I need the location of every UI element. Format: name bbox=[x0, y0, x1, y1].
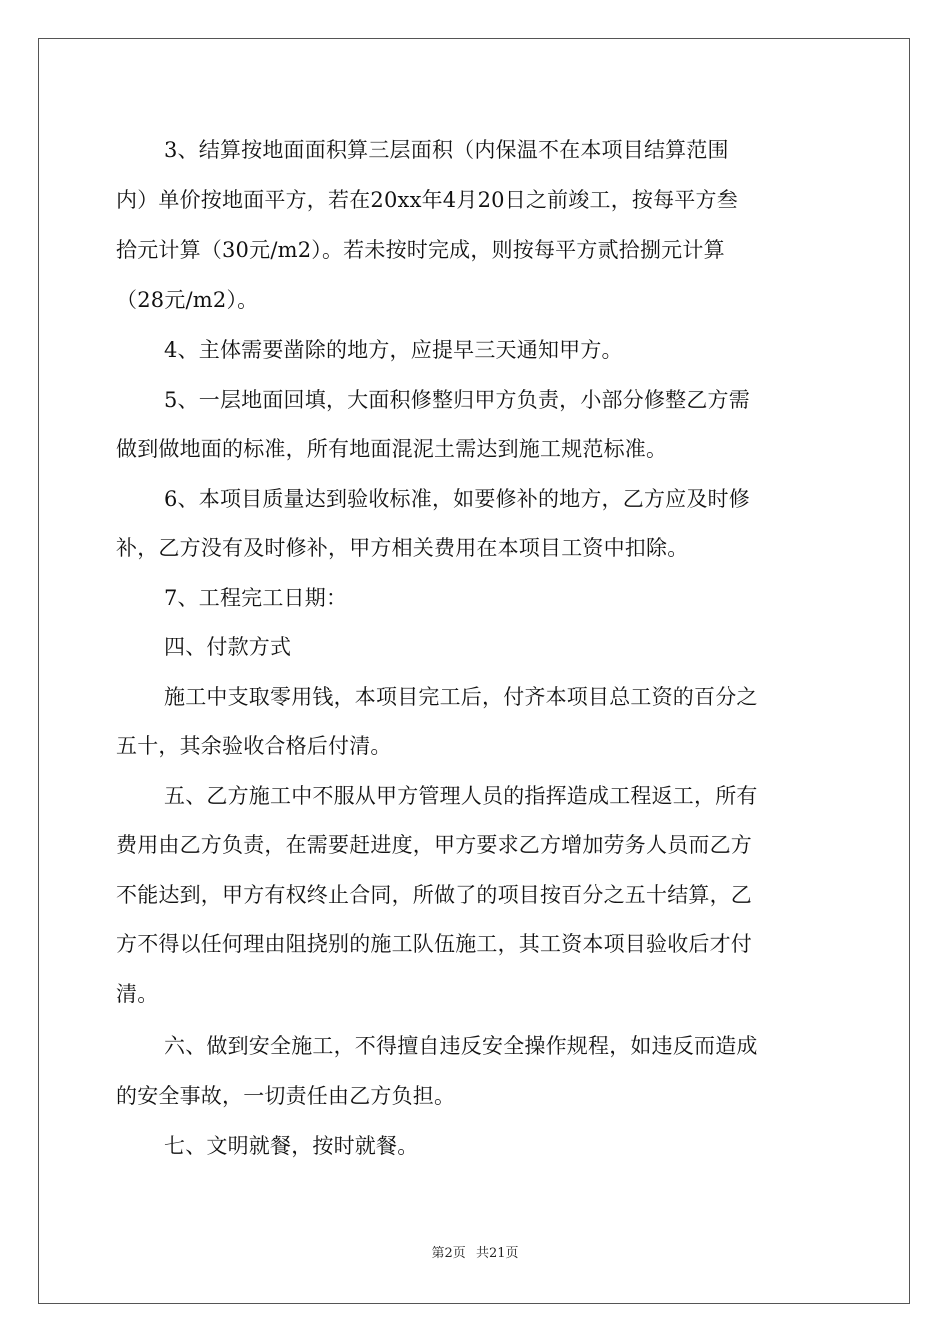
section-5-line-2: 费用由乙方负责，在需要赶进度，甲方要求乙方增加劳务人员而乙方 bbox=[116, 833, 752, 857]
paragraph-3-line-1: 3、结算按地面面积算三层面积（内保温不在本项目结算范围 bbox=[164, 138, 729, 162]
page-footer bbox=[0, 1242, 950, 1261]
payment-line-1: 施工中支取零用钱，本项目完工后，付齐本项目总工资的百分之 bbox=[164, 685, 758, 709]
section-5-line-4: 方不得以任何理由阻挠别的施工队伍施工，其工资本项目验收后才付 bbox=[116, 932, 752, 956]
paragraph-6-line-1: 6、本项目质量达到验收标准，如要修补的地方，乙方应及时修 bbox=[164, 487, 750, 511]
paragraph-7: 7、工程完工日期： bbox=[164, 586, 348, 610]
section-5-line-5: 清。 bbox=[116, 982, 159, 1006]
section-6-line-1: 六、做到安全施工，不得擅自违反安全操作规程，如违反而造成 bbox=[164, 1034, 758, 1058]
payment-line-2: 五十，其余验收合格后付清。 bbox=[116, 734, 392, 758]
paragraph-6-line-2: 补，乙方没有及时修补，甲方相关费用在本项目工资中扣除。 bbox=[116, 536, 689, 560]
paragraph-5-line-2: 做到做地面的标准，所有地面混泥土需达到施工规范标准。 bbox=[116, 437, 668, 461]
section-heading-4: 四、付款方式 bbox=[164, 635, 292, 659]
paragraph-3-line-4: （28元/m2）。 bbox=[116, 288, 259, 312]
section-7: 七、文明就餐，按时就餐。 bbox=[164, 1134, 419, 1158]
paragraph-3-line-3: 拾元计算（30元/m2）。若未按时完成，则按每平方贰拾捌元计算 bbox=[116, 238, 725, 262]
paragraph-3-line-2: 内）单价按地面平方，若在20xx年4月20日之前竣工，按每平方叁 bbox=[116, 188, 738, 212]
total-pages: 共21页 bbox=[475, 1246, 519, 1261]
page-number: 第2页 bbox=[431, 1246, 466, 1261]
paragraph-4: 4、主体需要凿除的地方，应提早三天通知甲方。 bbox=[164, 338, 623, 362]
page-border bbox=[38, 38, 910, 1304]
section-5-line-3: 不能达到，甲方有权终止合同，所做了的项目按百分之五十结算，乙 bbox=[116, 883, 752, 907]
paragraph-5-line-1: 5、一层地面回填，大面积修整归甲方负责，小部分修整乙方需 bbox=[164, 388, 750, 412]
section-5-line-1: 五、乙方施工中不服从甲方管理人员的指挥造成工程返工，所有 bbox=[164, 784, 758, 808]
section-6-line-2: 的安全事故，一切责任由乙方负担。 bbox=[116, 1084, 456, 1108]
